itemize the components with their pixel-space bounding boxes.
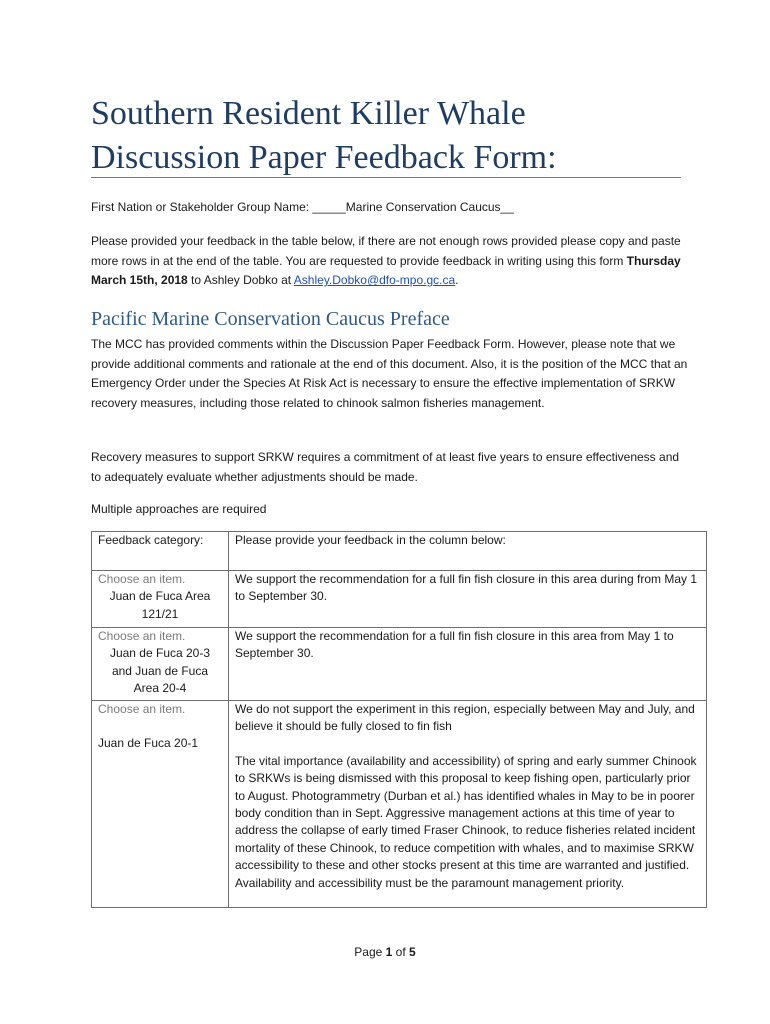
group-name-line: First Nation or Stakeholder Group Name: _____Marine Conservation Caucus__: [91, 200, 514, 214]
table-row: [92, 701, 707, 908]
area-label-line: Juan de Fuca 20-3: [109, 646, 211, 661]
table-row: [92, 571, 707, 628]
feedback-text-detail: The vital importance (availability and accessibility) of spring and early summer Chinook to SRKWs is being dismissed with this proposal to keep fishing open, particularly prior to August. Photogrammetry (Durban et al.) has identified whales in May to be in poorer body condition than in Sept. Aggressive management actions at this time of year to address the collapse of early timed Fraser Chinook, to reduce fisheries related incident mortality of these Chinook, to reduce competition with whales, and to maximise SRKW accessibility to these and other stocks present at this time are warranted and justified. Availability and accessibility must be the paramount management priority.: [235, 753, 697, 890]
category-cell: [92, 571, 229, 628]
document-title: [91, 92, 691, 180]
feedback-cell[interactable]: [229, 701, 707, 908]
title-underline: [91, 177, 681, 178]
intro-text-2: to Ashley Dobko at: [187, 273, 294, 288]
title-line-1: Southern Resident Killer Whale: [91, 95, 526, 132]
area-label-line: and Juan de Fuca: [111, 663, 209, 678]
spacer: [235, 736, 700, 753]
preface-paragraph-3: Multiple approaches are required: [91, 502, 267, 516]
deadline-text: Thursday March 15th, 2018: [91, 253, 681, 288]
spacer: [98, 718, 222, 735]
area-label-line: 121/21: [141, 606, 179, 621]
preface-paragraph-2: Recovery measures to support SRKW requires a commitment of at least five years to ensure effectiveness and to adequately evaluate whether adjustments should be made.: [91, 450, 680, 484]
feedback-text: We do not support the experiment in this region, especially between May and July, and believe it should be fully closed to fin fish: [235, 702, 695, 734]
feedback-cell[interactable]: We support the recommendation for a full fin fish closure in this area from May 1 to September 30.: [229, 628, 707, 701]
intro-paragraph: [91, 232, 691, 291]
page-total: 5: [409, 945, 416, 959]
area-label-line: Area 20-4: [133, 681, 187, 696]
table-row: [92, 628, 707, 701]
area-label-line: Juan de Fuca Area: [109, 589, 211, 604]
category-dropdown[interactable]: Choose an item.: [98, 629, 186, 643]
email-link[interactable]: Ashley.Dobko@dfo-mpo.gc.ca: [293, 273, 456, 288]
page-footer: [0, 945, 770, 959]
section-heading: Pacific Marine Conservation Caucus Preface: [91, 308, 450, 330]
preface-paragraph-1: The MCC has provided comments within the Discussion Paper Feedback Form. However, please note that we provide additional comments and rationale at the end of this document. Also, it is the position of the MCC that an Emergency Order under the Species At Risk Act is necessary to ensure the effective implementation of SRKW recovery measures, including those related to chinook salmon fisheries management.: [91, 337, 688, 410]
feedback-table: [91, 531, 707, 908]
feedback-cell[interactable]: We support the recommendation for a full fin fish closure in this area during from May 1 to September 30.: [229, 571, 707, 628]
title-line-2: Discussion Paper Feedback Form:: [91, 139, 557, 176]
category-cell: [92, 628, 229, 701]
table-header-row: [92, 532, 707, 571]
page-label: Page: [354, 945, 386, 959]
header-feedback-category: Feedback category:: [92, 532, 229, 571]
area-label: Juan de Fuca 20-1: [98, 736, 199, 751]
of-label: of: [392, 945, 410, 959]
category-dropdown[interactable]: Choose an item.: [98, 702, 186, 716]
category-dropdown[interactable]: Choose an item.: [98, 572, 186, 586]
page-number: 1: [385, 945, 393, 959]
category-cell: [92, 701, 229, 908]
intro-end: .: [455, 273, 459, 288]
intro-text: Please provided your feedback in the table below, if there are not enough rows provided please copy and paste more rows in at the end of the table. You are requested to provide feedback in writing using this form: [91, 234, 681, 268]
header-feedback-column: Please provide your feedback in the column below:: [229, 532, 707, 571]
